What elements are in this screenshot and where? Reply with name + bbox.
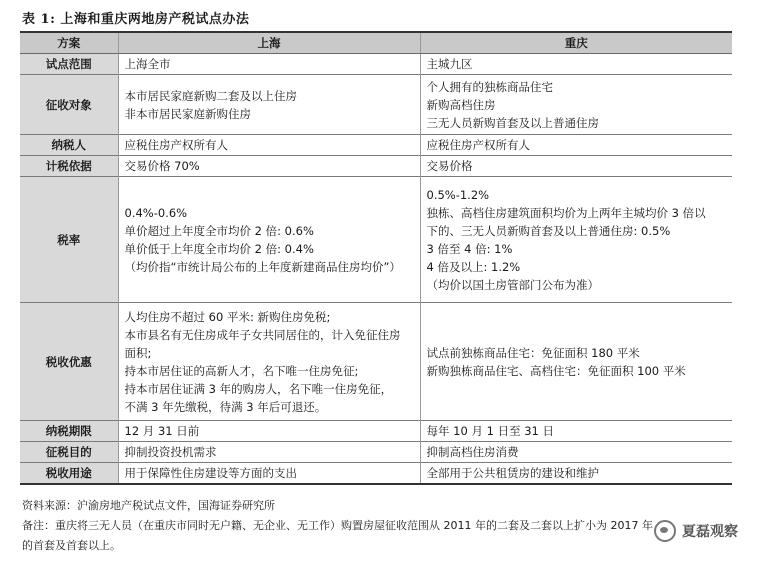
remark-note-continued: 的首套及首套以上。 (22, 539, 121, 552)
cell-line: 单价超过上年度全市均价 2 倍: 0.6% (124, 223, 314, 238)
cell-line: 面积; (124, 345, 152, 360)
cell-line: 0.5%-1.2% (426, 187, 490, 202)
cell-line: 用于保障性住房建设等方面的支出 (124, 465, 297, 480)
cell-line: 人均住房不超过 60 平米: 新购住房免税; (124, 309, 331, 324)
cell-shanghai (118, 463, 420, 484)
property-tax-table (20, 31, 732, 485)
cell-line: 应税住房产权所有人 (426, 138, 530, 152)
table-row (20, 177, 732, 303)
table-row (20, 75, 732, 135)
header-label: 方案 (20, 32, 118, 54)
cell-line: 新购独栋商品住宅、高档住宅：免征面积 100 平米 (426, 363, 686, 378)
table-notes (22, 496, 734, 556)
row-label: 税率 (20, 177, 118, 303)
cell-shanghai (118, 442, 420, 463)
cell-shanghai (118, 135, 420, 156)
cell-line: 个人拥有的独栋商品住宅 (426, 79, 553, 94)
cell-line: 新购高档住房 (426, 97, 496, 112)
row-label: 征收对象 (20, 75, 118, 135)
cell-line: 非本市居民家庭新购住房 (124, 106, 251, 121)
remark-note: 备注：重庆将三无人员（在重庆市同时无户籍、无企业、无工作）购置房屋征收范围从 2011 年的二套及二套以上扩小为 2017 年 (22, 519, 653, 532)
cell-line: 12 月 31 日前 (124, 424, 200, 438)
cell-line: （均价以国土房管部门公布为准） (426, 277, 599, 292)
wechat-icon (654, 520, 676, 542)
cell-chongqing (420, 303, 732, 421)
cell-chongqing (420, 421, 732, 442)
cell-line: 持本市居住证满 3 年的购房人，名下唯一住房免征， (124, 381, 393, 396)
cell-line: 每年 10 月 1 日至 31 日 (426, 424, 555, 438)
row-label: 试点范围 (20, 54, 118, 75)
cell-line: 三无人员新购首套及以上普通住房 (426, 115, 599, 130)
cell-shanghai (118, 75, 420, 135)
row-label: 纳税期限 (20, 421, 118, 442)
cell-chongqing (420, 156, 732, 177)
table-row (20, 135, 732, 156)
header-shanghai: 上海 (118, 32, 420, 54)
table-row (20, 463, 732, 484)
cell-line: 本市县名有无住房成年子女共同居住的，计入免征住房 (124, 327, 401, 342)
cell-line: 独栋、高档住房建筑面积均价为上两年主城均价 3 倍以 (426, 205, 706, 220)
cell-shanghai (118, 156, 420, 177)
cell-chongqing (420, 442, 732, 463)
cell-line: 上海全市 (124, 57, 171, 71)
cell-line: （均价指“市统计局公布的上年度新建商品住房均价”） (124, 259, 401, 274)
row-label: 计税依据 (20, 156, 118, 177)
row-label: 税收用途 (20, 463, 118, 484)
header-chongqing: 重庆 (420, 32, 732, 54)
cell-line: 下的、三无人员新购首套及以上普通住房: 0.5% (426, 223, 671, 238)
watermark-text: 夏磊观察 (682, 524, 738, 540)
cell-line: 单价低于上年度全市均价 2 倍: 0.4% (124, 241, 314, 256)
source-note: 资料来源：沪渝房地产税试点文件，国海证券研究所 (22, 499, 275, 512)
cell-shanghai (118, 177, 420, 303)
cell-line: 持本市居住证的高新人才，名下唯一住房免征; (124, 363, 359, 378)
table-title: 表 1: 上海和重庆两地房产税试点办法 (22, 12, 250, 27)
table-row (20, 303, 732, 421)
cell-line: 全部用于公共租赁房的建设和维护 (426, 465, 599, 480)
cell-line: 0.4%-0.6% (124, 205, 188, 220)
row-label: 纳税人 (20, 135, 118, 156)
cell-shanghai (118, 54, 420, 75)
table-row (20, 54, 732, 75)
cell-line: 交易价格 (426, 159, 473, 173)
table-header-row (20, 32, 732, 54)
cell-line: 本市居民家庭新购二套及以上住房 (124, 88, 297, 103)
row-label: 征税目的 (20, 442, 118, 463)
cell-line: 应税住房产权所有人 (124, 138, 228, 152)
cell-line: 交易价格 70% (124, 159, 200, 173)
cell-chongqing (420, 177, 732, 303)
cell-line: 4 倍及以上: 1.2% (426, 259, 521, 274)
cell-line: 抑制高档住房消费 (426, 445, 519, 459)
table-row (20, 421, 732, 442)
cell-chongqing (420, 75, 732, 135)
cell-shanghai (118, 303, 420, 421)
cell-line: 试点前独栋商品住宅：免征面积 180 平米 (426, 345, 640, 360)
cell-shanghai (118, 421, 420, 442)
cell-chongqing (420, 135, 732, 156)
watermark (654, 520, 738, 542)
cell-chongqing (420, 463, 732, 484)
table-row (20, 442, 732, 463)
cell-line: 抑制投资投机需求 (124, 445, 217, 459)
cell-line: 主城九区 (426, 57, 473, 71)
cell-line: 不满 3 年先缴税，待满 3 年后可退还。 (124, 399, 327, 414)
table-row (20, 156, 732, 177)
row-label: 税收优惠 (20, 303, 118, 421)
cell-chongqing (420, 54, 732, 75)
cell-line: 3 倍至 4 倍: 1% (426, 241, 513, 256)
